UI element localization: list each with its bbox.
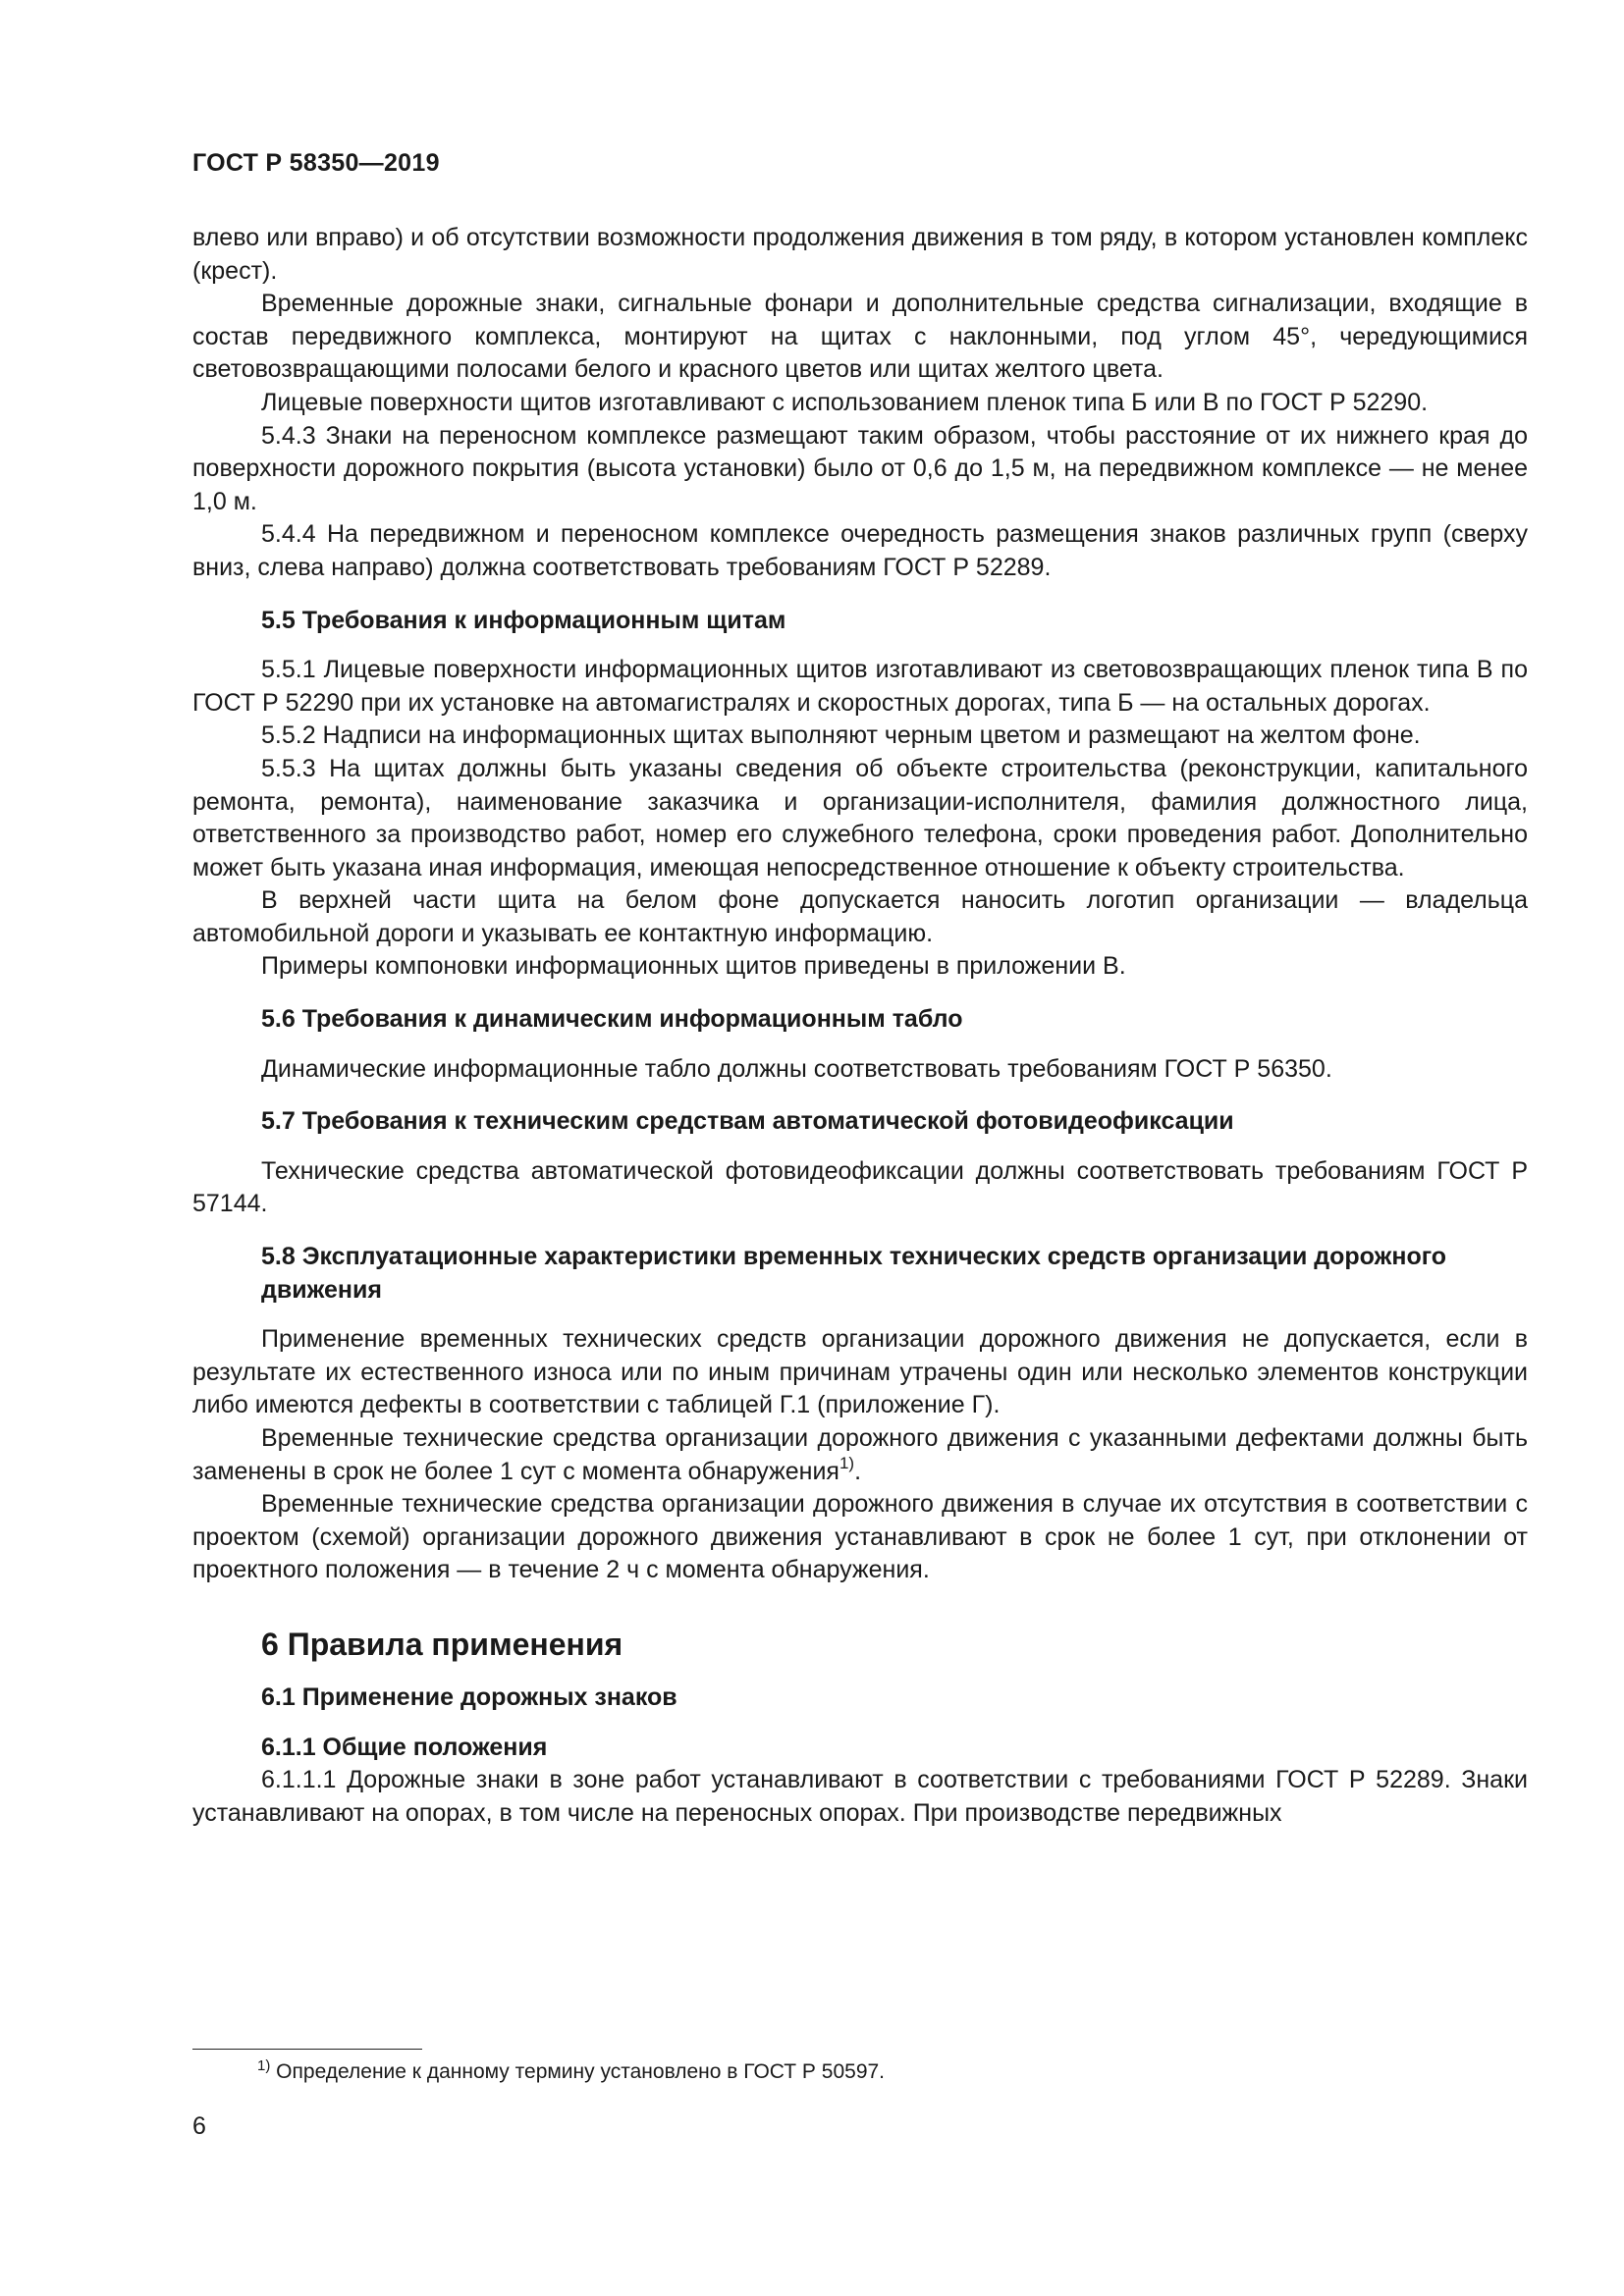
footnote-divider: [192, 2049, 422, 2050]
paragraph: 5.5.3 На щитах должны быть указаны сведения об объекте строительства (реконструкции, капитального ремонта, ремонта), наименование заказчика и организации-исполнителя, фамилия должностного лица, ответственного за производство работ, номер его служебного телефона, сроки проведения работ. Дополнительно может быть указана иная информация, имеющая непосредственное отношение к объекту строительства.: [192, 754, 1528, 881]
paragraph: Применение временных технических средств организации дорожного движения не допускается, если в результате их естественного износа или по иным причинам утрачены один или несколько элементов конструкции либо имеются дефекты в соответствии с таблицей Г.1 (приложение Г).: [192, 1325, 1528, 1419]
paragraph: Лицевые поверхности щитов изготавливают с использованием пленок типа Б или В по ГОСТ Р 52290.: [261, 388, 1429, 416]
section-heading-5-6: 5.6 Требования к динамическим информационным табло: [261, 1005, 963, 1034]
paragraph: Временные дорожные знаки, сигнальные фонари и дополнительные средства сигнализации, входящие в состав передвижного комплекса, монтируют на щитах с наклонными, под углом 45°, чередующимися световозвращающими полосами белого и красного цветов или щитах желтого цвета.: [192, 290, 1528, 384]
footnote-reference: 1): [839, 1453, 855, 1472]
chapter-heading-6: 6 Правила применения: [261, 1626, 623, 1662]
section-heading-5-7: 5.7 Требования к техническим средствам автоматической фотовидеофиксации: [261, 1107, 1234, 1136]
paragraph-text-end: .: [854, 1457, 862, 1485]
section-heading-6-1: 6.1 Применение дорожных знаков: [261, 1682, 677, 1711]
paragraph-text: Временные технические средства организации дорожного движения с указанными дефектами должны быть заменены в срок не более 1 сут с момента обнаружения: [192, 1424, 1528, 1485]
document-header: ГОСТ Р 58350—2019: [192, 149, 440, 177]
section-heading-6-1-1: 6.1.1 Общие положения: [261, 1733, 548, 1761]
paragraph: влево или вправо) и об отсутствии возможности продолжения движения в том ряду, в котором установлен комплекс (крест).: [192, 224, 1528, 285]
paragraph: 5.4.4 На передвижном и переносном комплексе очередность размещения знаков различных групп (сверху вниз, слева направо) должна соответствовать требованиям ГОСТ Р 52289.: [192, 520, 1528, 581]
paragraph: Временные технические средства организации дорожного движения в случае их отсутствия в соответствии с проектом (схемой) организации дорожного движения устанавливают в срок не более 1 сут, при отклонении от проектного положения — в течение 2 ч с момента обнаружения.: [192, 1490, 1528, 1584]
page-number: 6: [192, 2112, 206, 2140]
section-heading-5-8: 5.8 Эксплуатационные характеристики временных технических средств организации дорожного движения: [261, 1243, 1447, 1304]
footnote: [257, 2058, 885, 2086]
document-body: [192, 222, 1528, 1830]
footnote-text: Определение к данному термину установлено в ГОСТ Р 50597.: [270, 2060, 886, 2083]
paragraph: 5.4.3 Знаки на переносном комплексе размещают таким образом, чтобы расстояние от их нижнего края до поверхности дорожного покрытия (высота установки) было от 0,6 до 1,5 м, на передвижном комплексе — не менее 1,0 м.: [192, 421, 1528, 515]
paragraph: [192, 1422, 1528, 1488]
paragraph: 6.1.1.1 Дорожные знаки в зоне работ устанавливают в соответствии с требованиями ГОСТ Р 52289. Знаки устанавливают на опорах, в том числе на переносных опорах. При производстве передвижных: [192, 1766, 1528, 1827]
paragraph: Технические средства автоматической фотовидеофиксации должны соответствовать требованиям ГОСТ Р 57144.: [192, 1156, 1528, 1218]
paragraph: Примеры компоновки информационных щитов приведены в приложении В.: [261, 952, 1126, 981]
paragraph: 5.5.2 Надписи на информационных щитах выполняют черным цветом и размещают на желтом фоне.: [261, 721, 1421, 750]
paragraph: Динамические информационные табло должны соответствовать требованиям ГОСТ Р 56350.: [261, 1054, 1332, 1083]
section-heading-5-5: 5.5 Требования к информационным щитам: [261, 606, 786, 634]
paragraph: В верхней части щита на белом фоне допускается наносить логотип организации — владельца автомобильной дороги и указывать ее контактную информацию.: [192, 886, 1528, 947]
footnote-marker: 1): [257, 2057, 271, 2074]
paragraph: 5.5.1 Лицевые поверхности информационных щитов изготавливают из световозвращающих пленок типа В по ГОСТ Р 52290 при их установке на автомагистралях и скоростных дорогах, типа Б — на остальных дорогах.: [192, 656, 1528, 717]
